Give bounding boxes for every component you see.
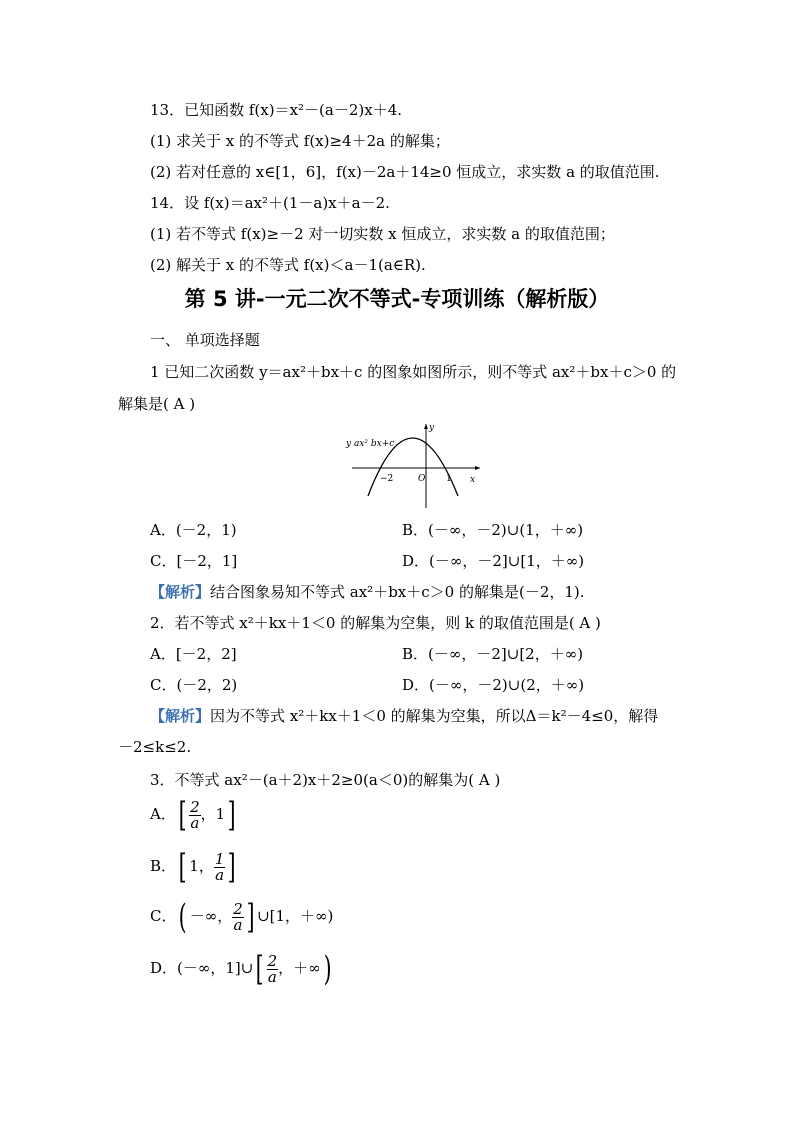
problem-13-part-1: (1) 求关于 x 的不等式 f(x)≥4＋2a 的解集； — [150, 132, 450, 150]
left-paren: ( — [179, 897, 188, 937]
q2-analysis-line2: －2≤k≤2. — [118, 738, 192, 756]
page-title: 第 5 讲-一元二次不等式-专项训练（解析版） — [184, 287, 610, 311]
fraction — [214, 849, 226, 884]
q3-option-a — [150, 795, 238, 835]
problem-14: 14．设 f(x)＝ax²＋(1－a)x＋a－2. — [150, 194, 390, 212]
option-pre: －∞， — [189, 907, 233, 925]
fraction-denominator: a — [215, 865, 225, 884]
x-axis-arrow — [475, 466, 480, 470]
left-bracket: [ — [178, 847, 187, 887]
fraction-denominator: a — [267, 967, 277, 986]
origin-label: O — [418, 474, 426, 484]
q1-option-c: C．[－2，1] — [150, 552, 238, 570]
curve-label: y ax² bx+c — [346, 439, 395, 449]
fraction-numerator: 1 — [214, 849, 225, 868]
fraction-denominator: a — [190, 813, 200, 832]
section-heading: 一、 单项选择题 — [150, 331, 260, 349]
parabola-graph — [338, 420, 488, 510]
q1-stem-line1: 1 已知二次函数 y＝ax²＋bx＋c 的图象如图所示，则不等式 ax²＋bx＋c＞0 的 — [150, 363, 677, 381]
option-rest: ，＋∞ — [278, 959, 321, 977]
fraction — [189, 797, 201, 832]
problem-14-part-2: (2) 解关于 x 的不等式 f(x)＜a－1(a∈R). — [150, 256, 426, 274]
fraction — [232, 899, 244, 934]
q2-stem: 2．若不等式 x²＋kx＋1＜0 的解集为空集，则 k 的取值范围是( A ) — [150, 614, 601, 632]
q2-analysis-line1 — [150, 706, 658, 726]
option-label: D． — [150, 959, 178, 977]
q3-stem: 3．不等式 ax²－(a＋2)x＋2≥0(a＜0)的解集为( A ) — [150, 771, 501, 789]
analysis-tag: 【解析】 — [150, 707, 211, 725]
right-bracket: ] — [246, 897, 255, 937]
option-rest: ∪[1，＋∞) — [257, 907, 334, 925]
q3-option-c — [150, 897, 334, 937]
fraction-numerator: 2 — [190, 797, 200, 816]
right-bracket: ] — [228, 847, 237, 887]
y-axis-label: y — [429, 423, 435, 433]
problem-13-part-2: (2) 若对任意的 x∈[1，6]，f(x)－2a＋14≥0 恒成立，求实数 a 的取值范围. — [150, 163, 660, 181]
q1-stem-line2: 解集是( A ) — [118, 395, 196, 413]
left-bracket: [ — [178, 795, 187, 835]
right-paren: ) — [323, 949, 332, 989]
option-pre: (－∞，1]∪ — [177, 959, 254, 977]
x-axis-label: x — [470, 475, 476, 485]
problem-13: 13．已知函数 f(x)＝x²－(a－2)x＋4. — [150, 101, 403, 119]
q1-option-a: A．(－2，1) — [150, 521, 237, 539]
q3-option-b — [150, 847, 239, 887]
option-rest: ，1 — [200, 805, 226, 823]
problem-14-part-1: (1) 若不等式 f(x)≥－2 对一切实数 x 恒成立，求实数 a 的取值范围； — [150, 225, 615, 243]
analysis-tag: 【解析】 — [150, 583, 211, 601]
fraction-numerator: 2 — [233, 899, 243, 918]
fraction-numerator: 2 — [267, 951, 278, 970]
q2-analysis-text: 因为不等式 x²＋kx＋1＜0 的解集为空集，所以Δ＝k²－4≤0，解得 — [210, 707, 659, 725]
y-axis-arrow — [424, 424, 428, 429]
fraction-denominator: a — [233, 915, 243, 934]
option-label: C． — [150, 907, 177, 925]
q3-option-d — [150, 949, 334, 989]
fraction — [267, 951, 279, 986]
q2-option-c: C．(－2，2) — [150, 676, 238, 694]
q2-option-d: D．(－∞，－2)∪(2，＋∞) — [402, 676, 585, 694]
right-bracket: ] — [227, 795, 236, 835]
root-right-label: 1 — [446, 474, 452, 484]
q1-option-b: B．(－∞，－2)∪(1，＋∞) — [402, 521, 584, 539]
q2-option-a: A．[－2，2] — [150, 645, 237, 663]
option-label: B． — [150, 857, 177, 875]
q1-analysis-text: 结合图象易知不等式 ax²＋bx＋c＞0 的解集是(－2，1). — [210, 583, 585, 601]
q1-analysis — [150, 582, 585, 602]
option-pre: 1， — [189, 857, 214, 875]
q2-option-b: B．(－∞，－2]∪[2，＋∞) — [402, 645, 584, 663]
q1-option-d: D．(－∞，－2]∪[1，＋∞) — [402, 552, 585, 570]
root-left-label: −2 — [380, 474, 394, 484]
option-label: A． — [150, 805, 176, 823]
left-bracket: [ — [255, 949, 264, 989]
